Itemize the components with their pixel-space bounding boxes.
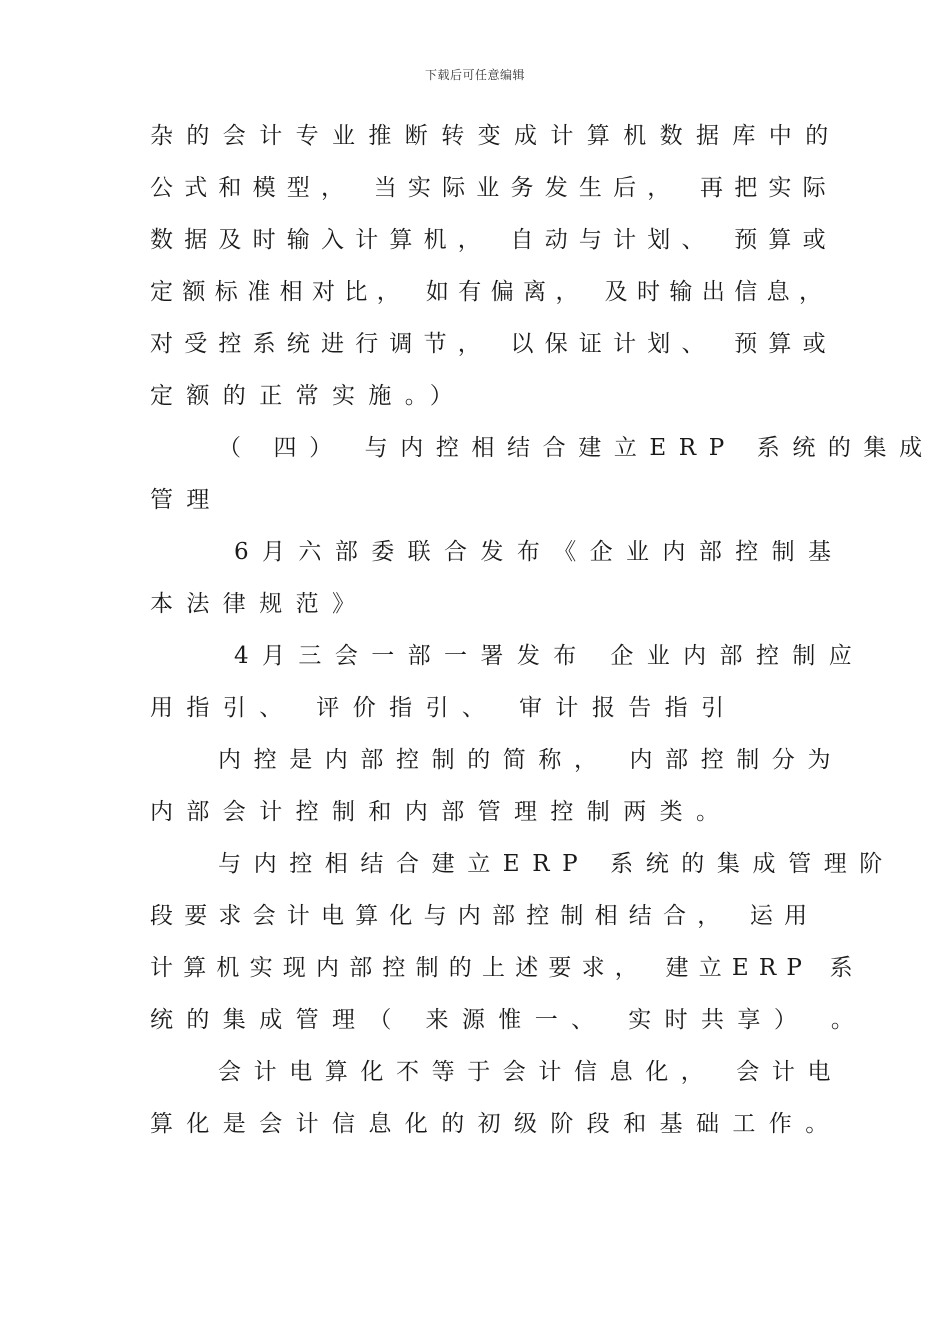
paragraph-line: 6月六部委联合发布《企业内部控制基 (234, 539, 845, 565)
paragraph-line: 计算机实现内部控制的上述要求， 建立ERP 系 (150, 955, 863, 981)
paragraph-line: 算化是会计信息化的初级阶段和基础工作。 (150, 1111, 842, 1137)
page-header: 下载后可任意编辑 (424, 68, 525, 82)
section-heading: （ 四） 与内控相结合建立ERP 系统的集成 (218, 435, 935, 461)
paragraph-line: 4月三会一部一署发布 企业内部控制应 (234, 643, 866, 669)
paragraph-line: 内部会计控制和内部管理控制两类。 (150, 799, 733, 825)
document-body (150, 110, 935, 1150)
paragraph-line: 内控是内部控制的简称， 内部控制分为 (218, 747, 844, 773)
paragraph-line: 会计电算化不等于会计信息化， 会计电 (218, 1059, 844, 1085)
paragraph-line: 统的集成管理（ 来源惟一、 实时共享） 。 (150, 1007, 868, 1033)
paragraph-line: 数据及时输入计算机， 自动与计划、 预算或 (150, 227, 837, 253)
paragraph-line: 定额的正常实施。） (150, 383, 467, 409)
paragraph-line: 与内控相结合建立ERP 系统的集成管理阶 (218, 851, 895, 877)
paragraph-line: 公式和模型， 当实际业务发生后， 再把实际 (150, 175, 837, 201)
paragraph-line: 杂的会计专业推断转变成计算机数据库中的 (150, 123, 842, 149)
paragraph-line: 对受控系统进行调节， 以保证计划、 预算或 (150, 331, 837, 357)
paragraph-line: 本法律规范》 (150, 591, 369, 617)
paragraph-line: 段要求会计电算化与内部控制相结合， 运用 (150, 903, 819, 929)
paragraph-line: 定额标准相对比， 如有偏离， 及时输出信息， (150, 279, 832, 305)
paragraph-line: 用指引、 评价指引、 审计报告指引 (150, 695, 738, 721)
section-heading-continued: 管理 (150, 487, 223, 513)
